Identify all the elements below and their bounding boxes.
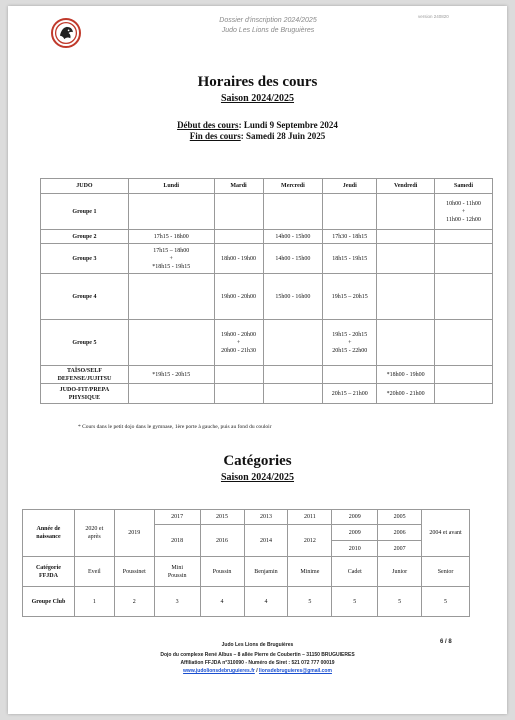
schedule-header-cell: Mercredi	[263, 179, 323, 194]
schedule-time-cell	[214, 194, 263, 230]
schedule-table	[40, 178, 493, 404]
schedule-time-cell	[435, 230, 493, 244]
category-cell: Eveil	[74, 557, 114, 587]
birth-cell: 2009	[332, 510, 378, 525]
category-cell: Senior	[422, 557, 470, 587]
schedule-header-cell: Mardi	[214, 179, 263, 194]
schedule-header-cell: Samedi	[435, 179, 493, 194]
schedule-time-cell: 10h00 - 11h00 + 11h00 - 12h00	[435, 194, 493, 230]
schedule-row	[41, 366, 493, 384]
birth-cell: 2010	[332, 541, 378, 557]
schedule-time-cell: 17h15 – 18h00 + *18h15 - 19h15	[128, 244, 214, 274]
schedule-time-cell: 18h15 - 19h15	[323, 244, 377, 274]
category-cell: Benjamin	[244, 557, 288, 587]
birth-cell: 2019	[114, 510, 154, 557]
birth-cell: 2020 et après	[74, 510, 114, 557]
schedule-row	[41, 384, 493, 404]
schedule-group-label: Groupe 5	[41, 320, 129, 366]
schedule-time-cell	[435, 320, 493, 366]
website-link[interactable]: www.judolionsdebruguieres.fr	[183, 668, 255, 674]
schedule-group-label: Groupe 4	[41, 274, 129, 320]
schedule-time-cell	[435, 244, 493, 274]
club-group-cell: 2	[114, 587, 154, 617]
birth-cell: 2009	[332, 525, 378, 541]
schedule-group-label: Groupe 2	[41, 230, 129, 244]
schedule-row	[41, 244, 493, 274]
schedule-header-cell: JUDO	[41, 179, 129, 194]
schedule-time-cell	[128, 194, 214, 230]
club-group-cell: 5	[378, 587, 422, 617]
birth-cell: 2015	[200, 510, 244, 525]
schedule-time-cell: *20h00 - 21h00	[377, 384, 435, 404]
schedule-time-cell: 14h00 - 15h00	[263, 244, 323, 274]
schedule-time-cell	[214, 366, 263, 384]
category-cell: Mini Poussin	[154, 557, 200, 587]
schedule-time-cell	[323, 366, 377, 384]
categories-season: Saison 2024/2025	[220, 472, 295, 483]
schedule-season: Saison 2024/2025	[220, 93, 295, 104]
club-group-cell: 1	[74, 587, 114, 617]
schedule-time-cell: 19h00 - 20h00	[214, 274, 263, 320]
schedule-time-cell	[435, 366, 493, 384]
row-label-category: Catégorie FFJDA	[23, 557, 75, 587]
schedule-group-label: Groupe 1	[41, 194, 129, 230]
document-page	[8, 6, 507, 714]
club-group-cell: 3	[154, 587, 200, 617]
schedule-time-cell: 19h15 - 20h15 + 20h15 - 22h00	[323, 320, 377, 366]
schedule-time-cell: *18h00 - 19h00	[377, 366, 435, 384]
schedule-time-cell	[377, 274, 435, 320]
schedule-time-cell: 20h15 – 21h00	[323, 384, 377, 404]
email-link[interactable]: lionsdebruguieres@gmail.com	[258, 668, 332, 674]
footer-club-name: Judo Les Lions de Bruguières	[221, 642, 294, 648]
end-label: Fin des cours	[189, 131, 241, 141]
schedule-row	[41, 274, 493, 320]
category-cell: Poussinet	[114, 557, 154, 587]
footer-affiliation: Affiliation FFJDA n°310090 - Numéro de Siret : 521 072 777 00019	[180, 660, 335, 666]
schedule-group-label: Groupe 3	[41, 244, 129, 274]
footer-links	[8, 668, 507, 675]
club-group-cell: 5	[422, 587, 470, 617]
schedule-time-cell	[377, 320, 435, 366]
birth-cell: 2007	[378, 541, 422, 557]
schedule-time-cell	[435, 384, 493, 404]
club-group-cell: 4	[200, 587, 244, 617]
birth-cell: 2017	[154, 510, 200, 525]
schedule-row	[41, 194, 493, 230]
row-label-birth: Année de naissance	[23, 510, 75, 557]
schedule-title: Horaires des cours	[197, 74, 318, 90]
schedule-time-cell	[263, 194, 323, 230]
schedule-time-cell: 19h15 – 20h15	[323, 274, 377, 320]
schedule-header-cell: Jeudi	[323, 179, 377, 194]
category-cell: Junior	[378, 557, 422, 587]
schedule-time-cell	[377, 230, 435, 244]
schedule-time-cell: 17h15 - 18h00	[128, 230, 214, 244]
schedule-time-cell	[263, 366, 323, 384]
start-date-line	[8, 120, 507, 131]
schedule-time-cell: 19h00 - 20h00 + 20h00 - 21h30	[214, 320, 263, 366]
schedule-row	[41, 320, 493, 366]
birth-cell: 2004 et avant	[422, 510, 470, 557]
link-separator: /	[254, 668, 259, 674]
start-value: : Lundi 9 Septembre 2024	[238, 120, 338, 130]
birth-cell: 2011	[288, 510, 332, 525]
row-label-club-group: Groupe Club	[23, 587, 75, 617]
version-label: version 240820	[418, 14, 449, 19]
schedule-header-cell: Lundi	[128, 179, 214, 194]
birth-cell: 2014	[244, 525, 288, 557]
club-group-cell: 5	[288, 587, 332, 617]
birth-cell: 2006	[378, 525, 422, 541]
schedule-time-cell	[214, 230, 263, 244]
schedule-note: * Cours dans le petit dojo dans le gymnase, 1ère porte à gauche, puis au fond du couloir	[78, 424, 272, 430]
header-doc-title: Dossier d'inscription 2024/2025	[219, 17, 317, 24]
schedule-time-cell: 14h00 - 15h00	[263, 230, 323, 244]
birth-cell: 2018	[154, 525, 200, 557]
schedule-header-cell: Vendredi	[377, 179, 435, 194]
schedule-time-cell	[214, 384, 263, 404]
schedule-time-cell	[377, 244, 435, 274]
schedule-header-row	[41, 179, 493, 194]
schedule-time-cell	[263, 384, 323, 404]
end-date-line	[8, 131, 507, 142]
schedule-row	[41, 230, 493, 244]
birth-cell: 2012	[288, 525, 332, 557]
header-club-name: Judo Les Lions de Bruguières	[221, 27, 315, 34]
birth-cell: 2016	[200, 525, 244, 557]
categories-table	[22, 509, 470, 617]
schedule-time-cell: 18h00 - 19h00	[214, 244, 263, 274]
schedule-time-cell	[323, 194, 377, 230]
page-number: 6 / 8	[440, 639, 452, 645]
end-value: : Samedi 28 Juin 2025	[240, 131, 326, 141]
category-cell: Minime	[288, 557, 332, 587]
start-label: Début des cours	[177, 120, 239, 130]
club-group-cell: 4	[244, 587, 288, 617]
schedule-time-cell	[435, 274, 493, 320]
schedule-time-cell: 17h30 - 18h15	[323, 230, 377, 244]
category-cell: Poussin	[200, 557, 244, 587]
schedule-group-label: TAÏSO/SELF DEFENSE/JUJITSU	[41, 366, 129, 384]
schedule-time-cell	[128, 274, 214, 320]
schedule-time-cell	[377, 194, 435, 230]
birth-cell: 2005	[378, 510, 422, 525]
schedule-time-cell: 15h00 - 16h00	[263, 274, 323, 320]
categories-title: Catégories	[223, 453, 292, 469]
schedule-time-cell	[128, 320, 214, 366]
schedule-group-label: JUDO-FIT/PREPA PHYSIQUE	[41, 384, 129, 404]
footer-address: Dojo du complexe René Albus – 8 allée Pierre de Coubertin – 31150 BRUGUIERES	[160, 652, 355, 658]
schedule-time-cell	[128, 384, 214, 404]
birth-cell: 2013	[244, 510, 288, 525]
category-cell: Cadet	[332, 557, 378, 587]
club-logo	[51, 18, 81, 48]
schedule-time-cell: *19h15 - 20h15	[128, 366, 214, 384]
club-group-cell: 5	[332, 587, 378, 617]
schedule-time-cell	[263, 320, 323, 366]
